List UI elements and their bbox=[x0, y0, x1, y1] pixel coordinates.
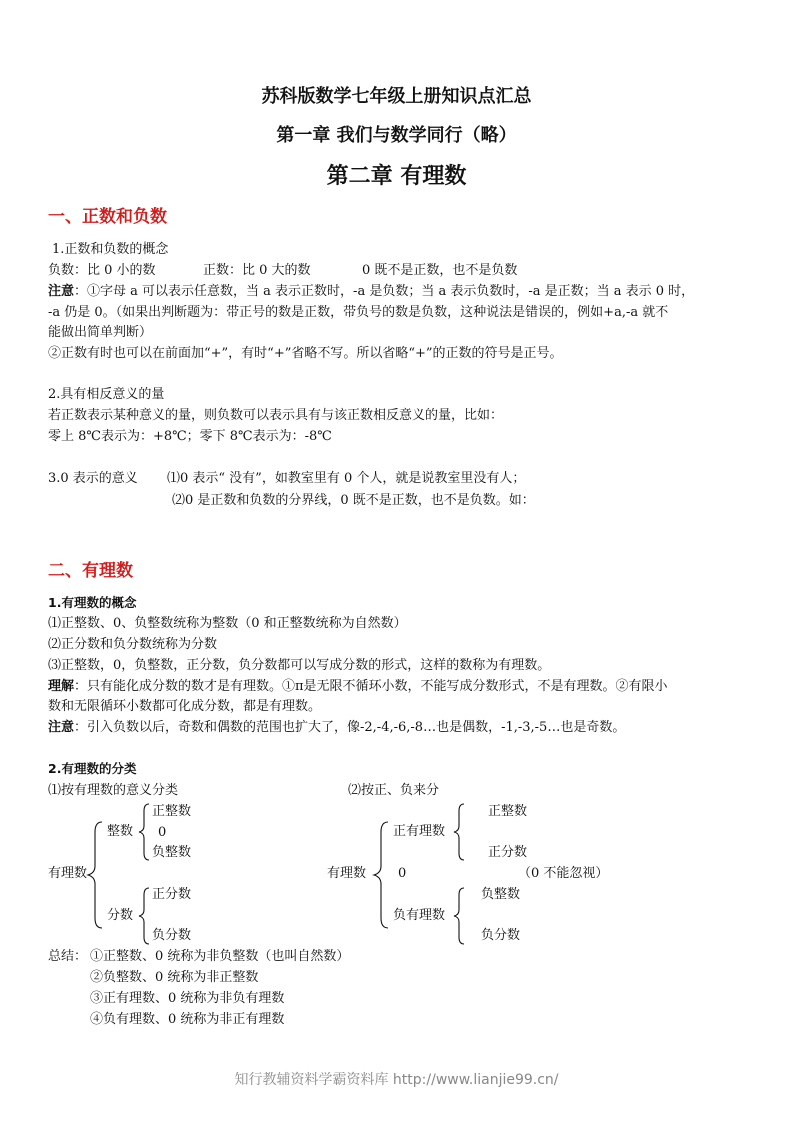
cls2-pos-frac: 正分数 bbox=[488, 845, 528, 860]
s2-understand-line1 bbox=[48, 680, 668, 693]
s1-p2-line1: 若正数表示某种意义的量，则负数可以表示具有与该正数相反意义的量，比如： bbox=[48, 408, 504, 423]
understand-text: ：只有能化成分数的数才是有理数。①π是无限不循环小数，不能写成分数形式，不是有理数。②有限小 bbox=[74, 679, 668, 694]
cls1-root: 有理数 bbox=[48, 866, 88, 881]
cls1-int: 整数 bbox=[107, 824, 134, 839]
s1-pos-def: 正数：比 0 大的数 bbox=[203, 263, 311, 278]
s1-p3-line2: ⑵0 是正数和负数的分界线，0 既不是正数，也不是负数。如： bbox=[172, 493, 535, 508]
s1-zero-def: 0 既不是正数，也不是负数 bbox=[362, 263, 518, 278]
summary-line2: ②负整数、0 统称为非正整数 bbox=[90, 970, 259, 985]
section1-heading: 一、正数和负数 bbox=[48, 207, 167, 227]
cls1-title: ⑴按有理数的意义分类 bbox=[48, 783, 179, 798]
cls1-frac-brace-icon bbox=[136, 886, 152, 946]
s1-p3-line1: ⑴0 表示“ 没有”，如教室里有 0 个人，就是说教室里没有人； bbox=[167, 471, 526, 486]
cls1-int-pos: 正整数 bbox=[152, 804, 192, 819]
chapter2-heading: 第二章 有理数 bbox=[326, 164, 467, 189]
cls2-zero-note: （0 不能忽视） bbox=[518, 866, 609, 881]
document-title: 苏科版数学七年级上册知识点汇总 bbox=[261, 86, 532, 107]
cls2-neg-frac: 负分数 bbox=[481, 928, 521, 943]
section2-heading: 二、有理数 bbox=[48, 561, 133, 581]
s1-neg-def: 负数：比 0 小的数 bbox=[48, 263, 156, 278]
cls1-int-neg: 负整数 bbox=[152, 845, 192, 860]
cls2-zero: 0 bbox=[398, 866, 407, 881]
s1-p1-title: 1.正数和负数的概念 bbox=[52, 242, 169, 257]
s1-note-line3: 能做出简单判断） bbox=[48, 325, 153, 340]
s2-c2-title: 2.有理数的分类 bbox=[48, 761, 137, 776]
summary-line4: ④负有理数、0 统称为非正有理数 bbox=[90, 1012, 285, 1027]
s1-p2-title: 2.具有相反意义的量 bbox=[48, 387, 165, 402]
s2-c1-title: 1.有理数的概念 bbox=[48, 595, 137, 610]
s2-c1-line3: ⑶正整数，0，负整数，正分数，负分数都可以写成分数的形式，这样的数称为有理数。 bbox=[48, 658, 551, 673]
s2-c1-line1: ⑴正整数、0、负整数统称为整数（0 和正整数统称为自然数） bbox=[48, 616, 407, 631]
note2-text: ：引入负数以后，奇数和偶数的范围也扩大了，像-2,-4,-6,-8…也是偶数，-1,-3,-5…也是奇数。 bbox=[74, 720, 626, 735]
s1-note-line1 bbox=[48, 285, 694, 298]
s1-note-line4: ②正数有时也可以在前面加“+”，有时“+”省略不写。所以省略“+”的正数的符号是正号。 bbox=[48, 346, 563, 361]
cls2-neg-brace-icon bbox=[451, 886, 467, 946]
cls2-root: 有理数 bbox=[327, 866, 367, 881]
s2-understand-line2: 数和无限循环小数都可化成分数，都是有理数。 bbox=[48, 699, 322, 714]
note2-label: 注意 bbox=[48, 720, 75, 735]
s1-note-line2: -a 仍是 0。（如果出判断题为：带正号的数是正数，带负号的数是负数，这种说法是错误的，例如+a,-a 就不 bbox=[48, 305, 669, 320]
cls2-title: ⑵按正、负来分 bbox=[348, 783, 440, 798]
s2-note-line bbox=[48, 721, 625, 734]
cls2-neg: 负有理数 bbox=[393, 908, 446, 923]
s2-c1-line2: ⑵正分数和负分数统称为分数 bbox=[48, 637, 218, 652]
cls2-neg-int: 负整数 bbox=[481, 887, 521, 902]
cls2-pos-brace-icon bbox=[451, 802, 467, 862]
chapter1-heading: 第一章 我们与数学同行（略） bbox=[276, 125, 517, 146]
cls1-frac-pos: 正分数 bbox=[152, 887, 192, 902]
cls2-root-brace-icon bbox=[372, 820, 392, 930]
note-text: ：①字母 a 可以表示任意数，当 a 表示正数时，-a 是负数；当 a 表示负数时，-a 是正数；当 a 表示 0 时， bbox=[74, 284, 695, 299]
note-label: 注意 bbox=[48, 284, 75, 299]
summary-line1: ①正整数、0 统称为非负整数（也叫自然数） bbox=[90, 949, 350, 964]
s1-p3-label: 3.0 表示的意义 bbox=[48, 471, 138, 486]
cls1-int-zero: 0 bbox=[158, 825, 167, 840]
summary-label: 总结： bbox=[48, 949, 88, 964]
cls1-int-brace-icon bbox=[136, 802, 152, 862]
summary-line3: ③正有理数、0 统称为非负有理数 bbox=[90, 991, 285, 1006]
footer-watermark: 知行教辅资料学霸资料库 http://www.lianjie99.cn/ bbox=[234, 1072, 559, 1088]
cls1-root-brace-icon bbox=[86, 820, 106, 930]
cls1-frac-neg: 负分数 bbox=[152, 928, 192, 943]
cls2-pos-int: 正整数 bbox=[488, 804, 528, 819]
s1-p2-line2: 零上 8℃表示为：+8℃；零下 8℃表示为：-8℃ bbox=[48, 429, 332, 444]
cls1-frac: 分数 bbox=[107, 908, 134, 923]
understand-label: 理解 bbox=[48, 679, 75, 694]
cls2-pos: 正有理数 bbox=[393, 824, 446, 839]
